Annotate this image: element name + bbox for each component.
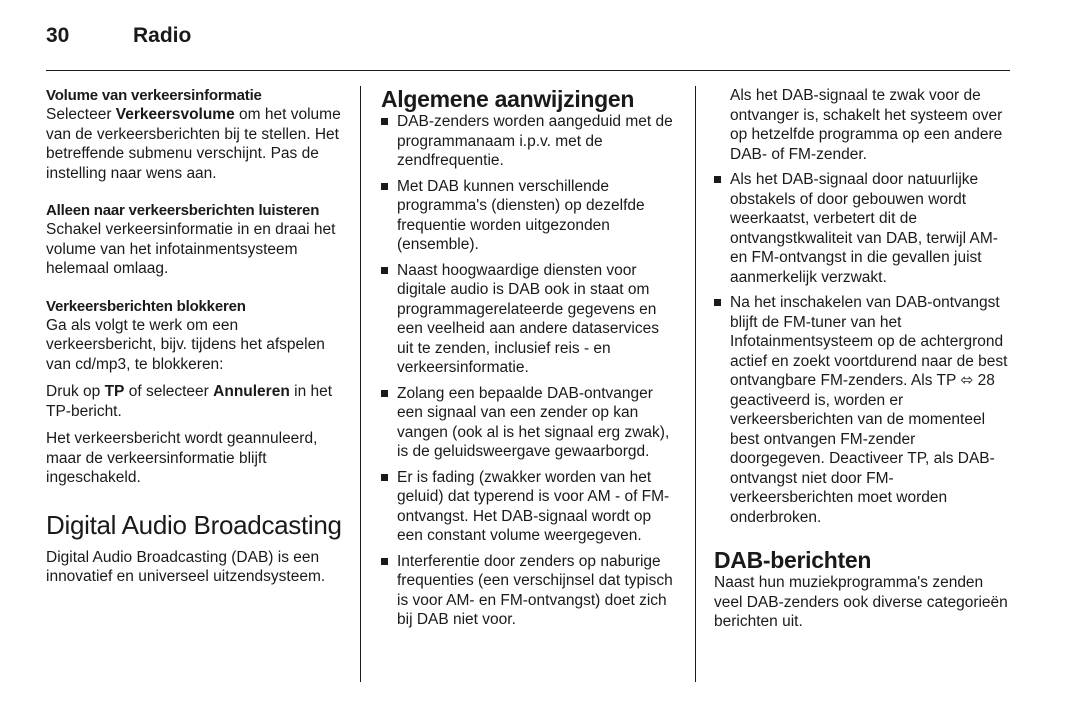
text: Druk op — [46, 383, 105, 400]
bullet-square-icon — [381, 267, 388, 274]
heading-only-traffic: Alleen naar verkeersberichten luisteren — [46, 202, 320, 219]
text: Selecteer — [46, 106, 116, 123]
list-item — [381, 552, 677, 630]
bullet-list-general — [381, 112, 677, 630]
list-item-text: Als het DAB-signaal door natuurlijke obstakels of door gebouwen wordt weerkaatst, verbetert dit de ontvangstkwaliteit van DAB, terwijl AM- en FM-ontvangst in die gevallen juist aanmerkelijk verzwakt. — [730, 171, 998, 286]
bold-term-tp: TP — [104, 383, 125, 400]
bold-term-annuleren: Annuleren — [213, 383, 290, 400]
bullet-square-icon — [714, 299, 721, 306]
paragraph-only-traffic: Schakel verkeersinformatie in en draai het volume van het infotainmentsysteem helemaal omlaag. — [46, 221, 336, 277]
paragraph-block-traffic: Ga als volgt te werk om een verkeersbericht, bijv. tijdens het afspelen van cd/mp3, te blokkeren: — [46, 316, 325, 373]
column-3 — [714, 86, 1010, 632]
paragraph-dab-messages: Naast hun muziekprogramma's zenden veel DAB-zenders ook diverse categorieën berichten uit. — [714, 574, 1008, 630]
bullet-square-icon — [381, 118, 388, 125]
text: om het volume van de verkeersberichten bij te stellen. Het betreffende submenu verschijnt. Pas de instelling naar wens aan. — [46, 106, 341, 182]
list-item — [714, 293, 1010, 527]
paragraph-dab-intro: Digital Audio Broadcasting (DAB) is een innovatief en universeel uitzendsysteem. — [46, 548, 326, 585]
list-item-text: Er is fading (zwakker worden van het geluid) dat typerend is voor AM - of FM-ontvangst. Het DAB-signaal wordt op een constant volume weergegeven. — [397, 468, 670, 544]
paragraph-cancelled: Het verkeersbericht wordt geannuleerd, maar de verkeersinformatie blijft ingeschakeld. — [46, 430, 318, 486]
bold-term-verkeersvolume: Verkeersvolume — [115, 106, 235, 123]
bullet-square-icon — [714, 176, 721, 183]
column-1 — [46, 86, 344, 587]
bullet-list-continued — [714, 170, 1010, 527]
heading-block-traffic: Verkeersberichten blokkeren — [46, 297, 246, 315]
heading-dab-messages: DAB-berichten — [714, 547, 872, 573]
list-item-text: Naast hoogwaardige diensten voor digitale audio is DAB ook in staat om programmagerelateerde gegevens en een veelheid aan andere dataservices uit te zenden, inclusief reis - en verkeersinformatie. — [397, 261, 659, 376]
bullet-square-icon — [381, 558, 388, 565]
bullet-square-icon — [381, 183, 388, 190]
list-item-text: Na het inschakelen van DAB-ontvangst blijft de FM-tuner van het Infotainmentsysteem op de achtergrond actief en zoekt voortdurend naar de best ontvangbare FM-zenders. Als TP ⬄ 28 geactiveerd is, worden er verkeersberichten van de momenteel best ontvangen FM-zender doorgegeven. Deactiveer TP, als DAB-ontvangst niet door FM-verkeersberichten moet worden onderbroken. — [730, 294, 1008, 526]
text: of selecteer — [124, 383, 214, 400]
list-item — [381, 384, 677, 462]
list-item-text: Zolang een bepaalde DAB-ontvanger een signaal van een zender op kan vangen (ook al is het signaal erg zwak), is de geluidsweergave gewaarborgd. — [397, 384, 670, 460]
heading-general-notes: Algemene aanwijzingen — [381, 86, 635, 112]
bullet-square-icon — [381, 474, 388, 481]
heading-traffic-volume: Volume van verkeersinformatie — [46, 87, 262, 104]
list-item-text: Interferentie door zenders op naburige frequenties (een verschijnsel dat typisch is voor AM- en FM-ontvangst) doet zich bij DAB niet voor. — [397, 552, 673, 628]
paragraph-traffic-volume — [46, 105, 344, 183]
list-item — [381, 112, 677, 171]
list-item-text: Met DAB kunnen verschillende programma's (diensten) op dezelfde frequentie worden uitgezonden (ensemble). — [397, 177, 645, 253]
section-title: Radio — [133, 24, 192, 47]
bullet-square-icon — [381, 390, 388, 397]
list-item-continuation: Als het DAB-signaal te zwak voor de ontvanger is, schakelt het systeem over op hetzelfde programma op een andere DAB- of FM-zender. — [730, 87, 1003, 163]
column-divider — [360, 86, 361, 682]
paragraph-press-tp — [46, 382, 344, 421]
text: in het TP-bericht. — [46, 383, 333, 420]
list-item — [714, 170, 1010, 287]
list-item — [381, 177, 677, 255]
page-number: 30 — [46, 24, 70, 47]
list-item — [381, 261, 677, 378]
column-divider — [695, 86, 696, 682]
page-header — [46, 22, 1010, 71]
list-item — [381, 468, 677, 546]
heading-digital-audio-broadcasting: Digital Audio Broadcasting — [46, 509, 342, 540]
column-2 — [381, 86, 677, 630]
list-item-text: DAB-zenders worden aangeduid met de programmanaam i.p.v. met de zendfrequentie. — [397, 113, 673, 169]
